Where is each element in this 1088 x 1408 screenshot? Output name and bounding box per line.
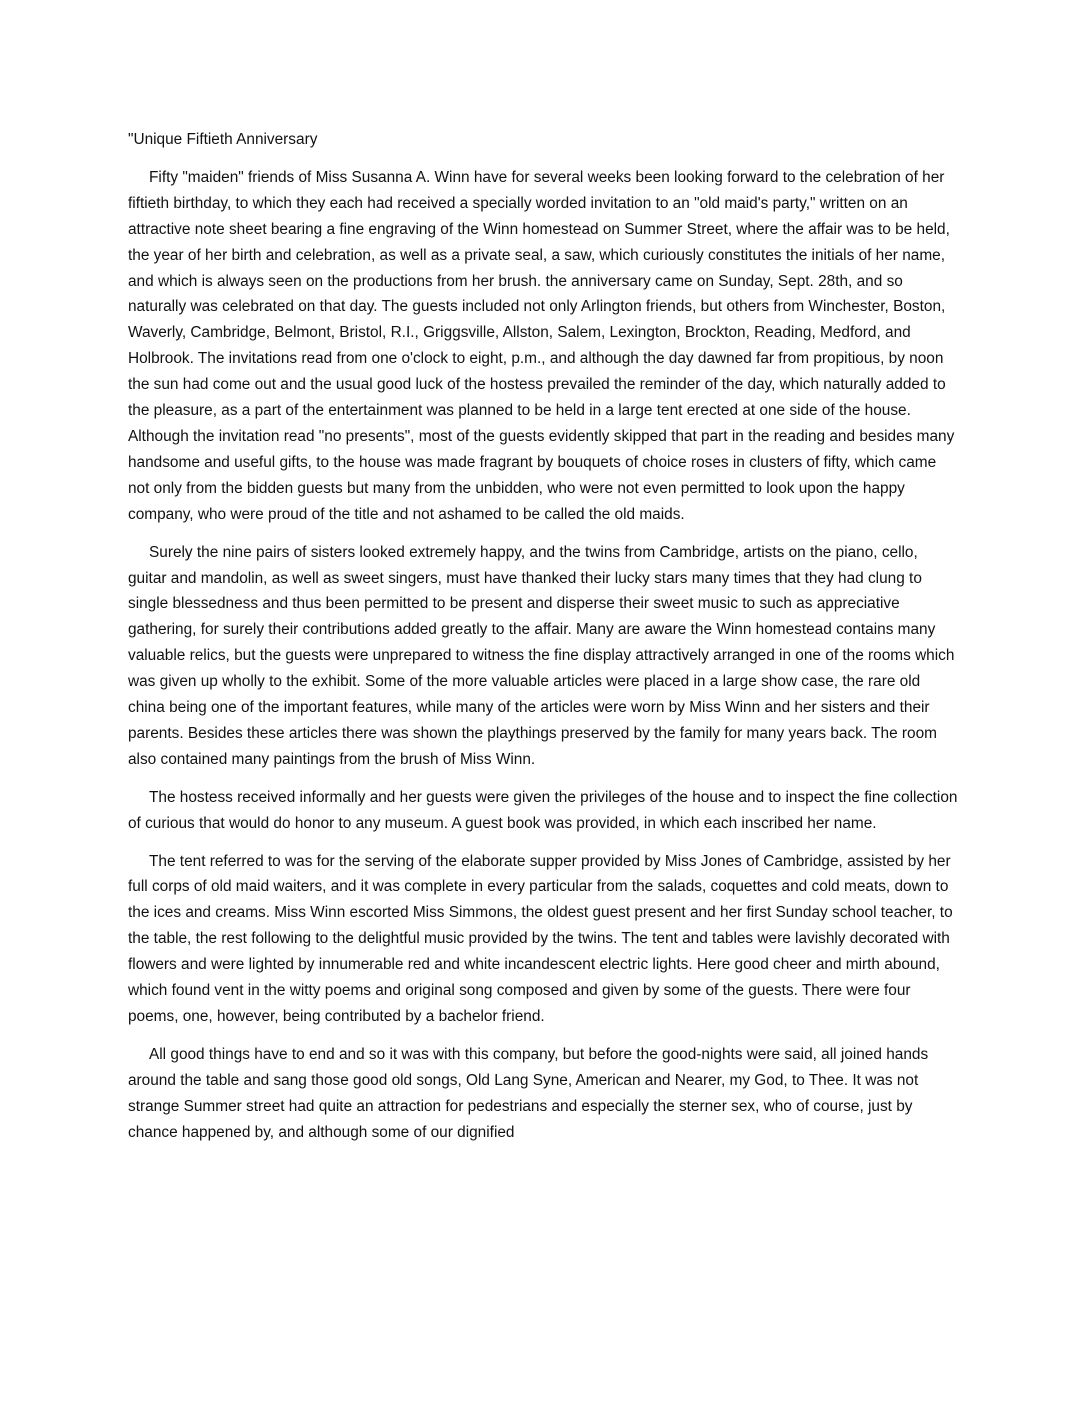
document-body [128,127,958,1158]
paragraph-invitation: Fifty "maiden" friends of Miss Susanna A. Winn have for several weeks been looking forward to the celebration of her fiftieth birthday, to which they each had received a specially worded invitation to an "old maid's party," written on an attractive note sheet bearing a fine engraving of the Winn homestead on Summer Street, where the affair was to be held, the year of her birth and celebration, as well as a private seal, a saw, which curiously constitutes the initials of her name, and which is always seen on the productions from her brush. the anniversary came on Sunday, Sept. 28th, and so naturally was celebrated on that day. The guests included not only Arlington friends, but others from Winchester, Boston, Waverly, Cambridge, Belmont, Bristol, R.I., Griggsville, Allston, Salem, Lexington, Brockton, Reading, Medford, and Holbrook. The invitations read from one o'clock to eight, p.m., and although the day dawned far from propitious, by noon the sun had come out and the usual good luck of the hostess prevailed the reminder of the day, which naturally added to the pleasure, as a part of the entertainment was planned to be held in a large tent erected at one side of the house. Although the invitation read "no presents", most of the guests evidently skipped that part in the reading and besides many handsome and useful gifts, to the house was made fragrant by bouquets of choice roses in clusters of fifty, which came not only from the bidden guests but many from the unbidden, who were not even permitted to look upon the happy company, who were proud of the title and not ashamed to be called the old maids. [128,168,955,523]
article-title: "Unique Fiftieth Anniversary [128,131,318,148]
paragraph-closing: All good things have to end and so it was with this company, but before the good-nights were said, all joined hands around the table and sang those good old songs, Old Lang Syne, American and Nearer, my God, to Thee. It was not strange Summer street had quite an attraction for pedestrians and especially the sterner sex, who of course, just by chance happened by, and although some of our dignified [128,1045,929,1141]
paragraph-supper-tent: The tent referred to was for the serving of the elaborate supper provided by Miss Jones of Cambridge, assisted by her full corps of old maid waiters, and it was complete in every particular from the salads, coquettes and cold meats, down to the ices and creams. Miss Winn escorted Miss Simmons, the oldest guest present and her first Sunday school teacher, to the table, the rest following to the delightful music provided by the twins. The tent and tables were lavishly decorated with flowers and were lighted by innumerable red and white incandescent electric lights. Here good cheer and mirth abound, which found vent in the witty poems and original song composed and given by some of the guests. There were four poems, one, however, being contributed by a bachelor friend. [128,852,953,1025]
paragraph-sisters-and-exhibit: Surely the nine pairs of sisters looked extremely happy, and the twins from Cambridge, artists on the piano, cello, guitar and mandolin, as well as sweet singers, must have thanked their lucky stars many times that they had clung to single blessedness and thus been permitted to be present and disperse their sweet music to such as appreciative gathering, for surely their contributions added greatly to the affair. Many are aware the Winn homestead contains many valuable relics, but the guests were unprepared to witness the fine display attractively arranged in one of the rooms which was given up wholly to the exhibit. Some of the more valuable articles were placed in a large show case, the rare old china being one of the important features, while many of the articles were worn by Miss Winn and her sisters and their parents. Besides these articles there was shown the playthings preserved by the family for many years back. The room also contained many paintings from the brush of Miss Winn. [128,543,955,768]
paragraph-hostess: The hostess received informally and her guests were given the privileges of the house and to inspect the fine collection of curious that would do honor to any museum. A guest book was provided, in which each inscribed her name. [128,788,958,832]
